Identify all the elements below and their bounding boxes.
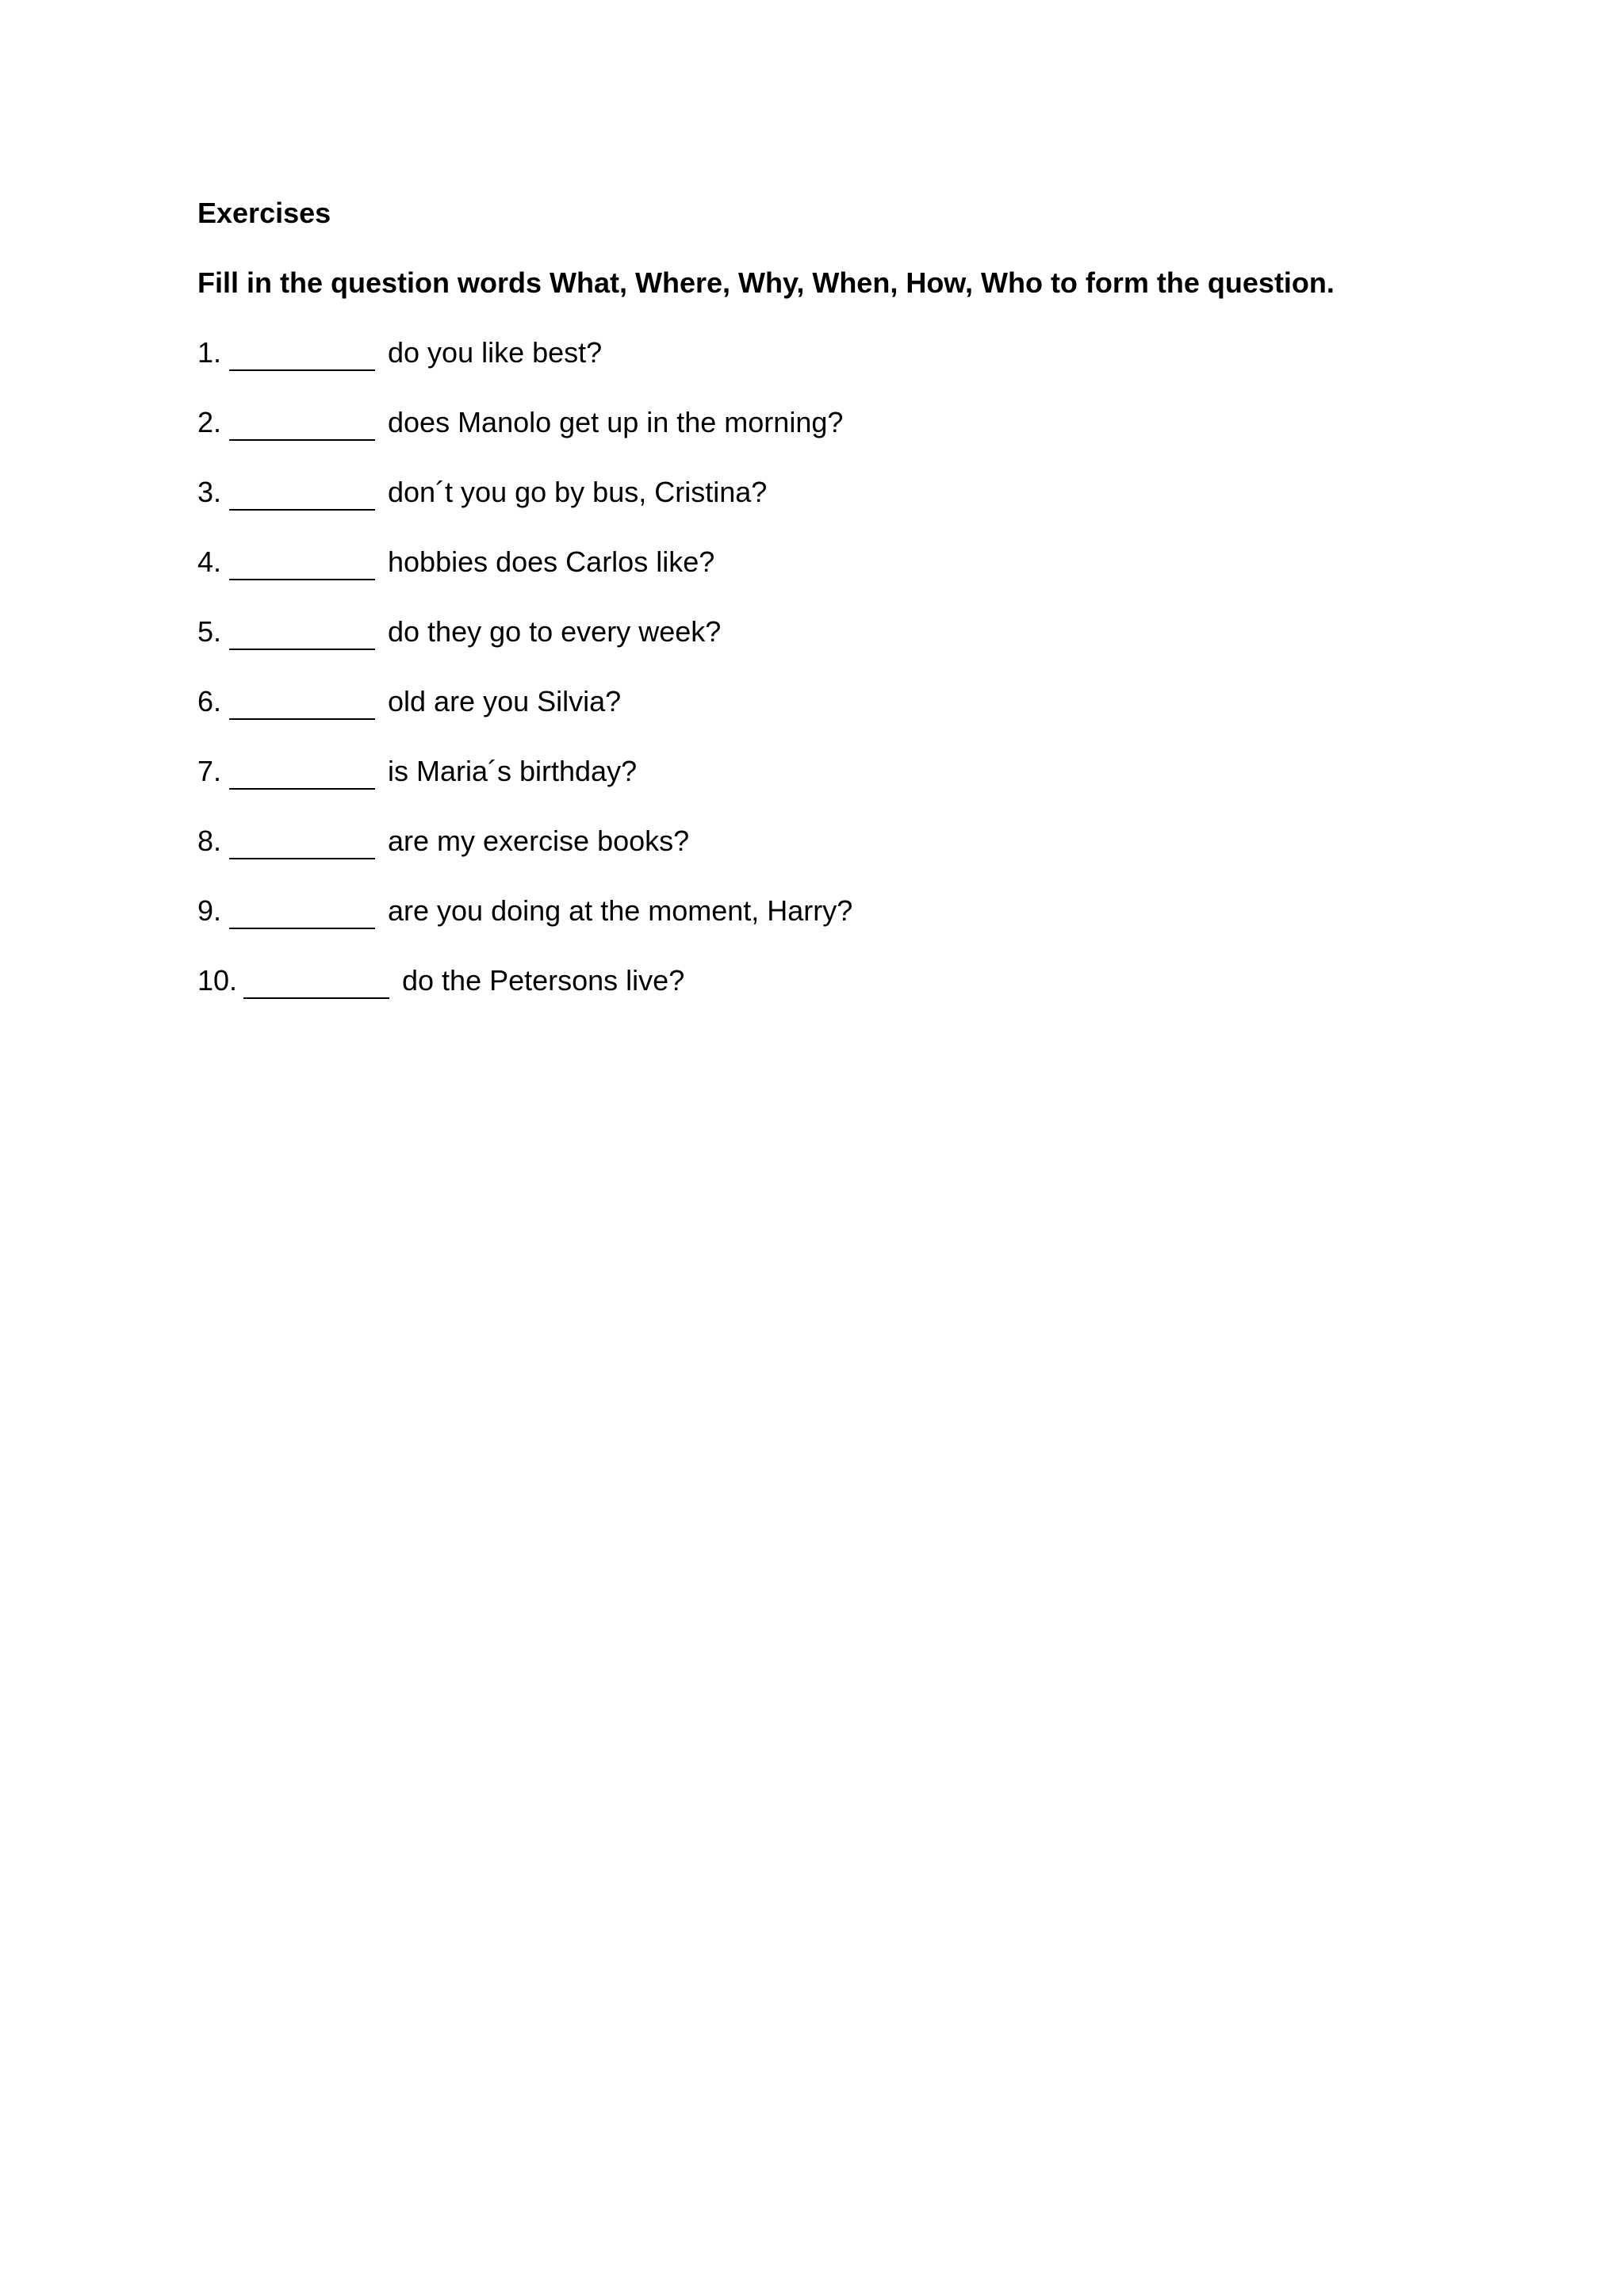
question-number: 8. <box>197 825 222 857</box>
question-text: do you like best? <box>388 336 603 369</box>
answer-blank[interactable] <box>229 625 375 650</box>
answer-blank[interactable] <box>229 485 375 511</box>
instruction-text: Fill in the question words What, Where, Why, When, How, Who to form the question. <box>197 266 1335 299</box>
question-number: 9. <box>197 894 222 927</box>
question-number: 4. <box>197 545 222 578</box>
question-item <box>197 958 1434 1004</box>
answer-blank[interactable] <box>229 415 375 441</box>
question-text: don´t you go by bus, Cristina? <box>388 476 768 508</box>
question-number: 1. <box>197 336 222 369</box>
question-item <box>197 679 1434 725</box>
answer-blank[interactable] <box>243 974 389 999</box>
question-item <box>197 888 1434 934</box>
question-text: hobbies does Carlos like? <box>388 545 715 578</box>
answer-blank[interactable] <box>229 555 375 580</box>
question-item <box>197 539 1434 585</box>
question-item <box>197 748 1434 794</box>
question-item <box>197 330 1434 376</box>
question-list <box>197 330 1434 1004</box>
question-text: do they go to every week? <box>388 615 722 648</box>
answer-blank[interactable] <box>229 904 375 929</box>
answer-blank[interactable] <box>229 764 375 790</box>
question-number: 2. <box>197 406 222 438</box>
worksheet-content <box>197 190 1434 1027</box>
question-text: do the Petersons live? <box>402 964 685 997</box>
answer-blank[interactable] <box>229 695 375 720</box>
answer-blank[interactable] <box>229 834 375 859</box>
question-number: 5. <box>197 615 222 648</box>
question-item <box>197 400 1434 446</box>
question-item <box>197 469 1434 515</box>
question-text: does Manolo get up in the morning? <box>388 406 844 438</box>
question-text: are my exercise books? <box>388 825 690 857</box>
question-text: are you doing at the moment, Harry? <box>388 894 853 927</box>
question-number: 6. <box>197 685 222 718</box>
answer-blank[interactable] <box>229 346 375 371</box>
question-item <box>197 818 1434 864</box>
page-title: Exercises <box>197 197 331 229</box>
question-item <box>197 609 1434 655</box>
question-number: 10. <box>197 964 238 997</box>
question-number: 3. <box>197 476 222 508</box>
question-number: 7. <box>197 755 222 787</box>
question-text: old are you Silvia? <box>388 685 622 718</box>
question-text: is Maria´s birthday? <box>388 755 638 787</box>
